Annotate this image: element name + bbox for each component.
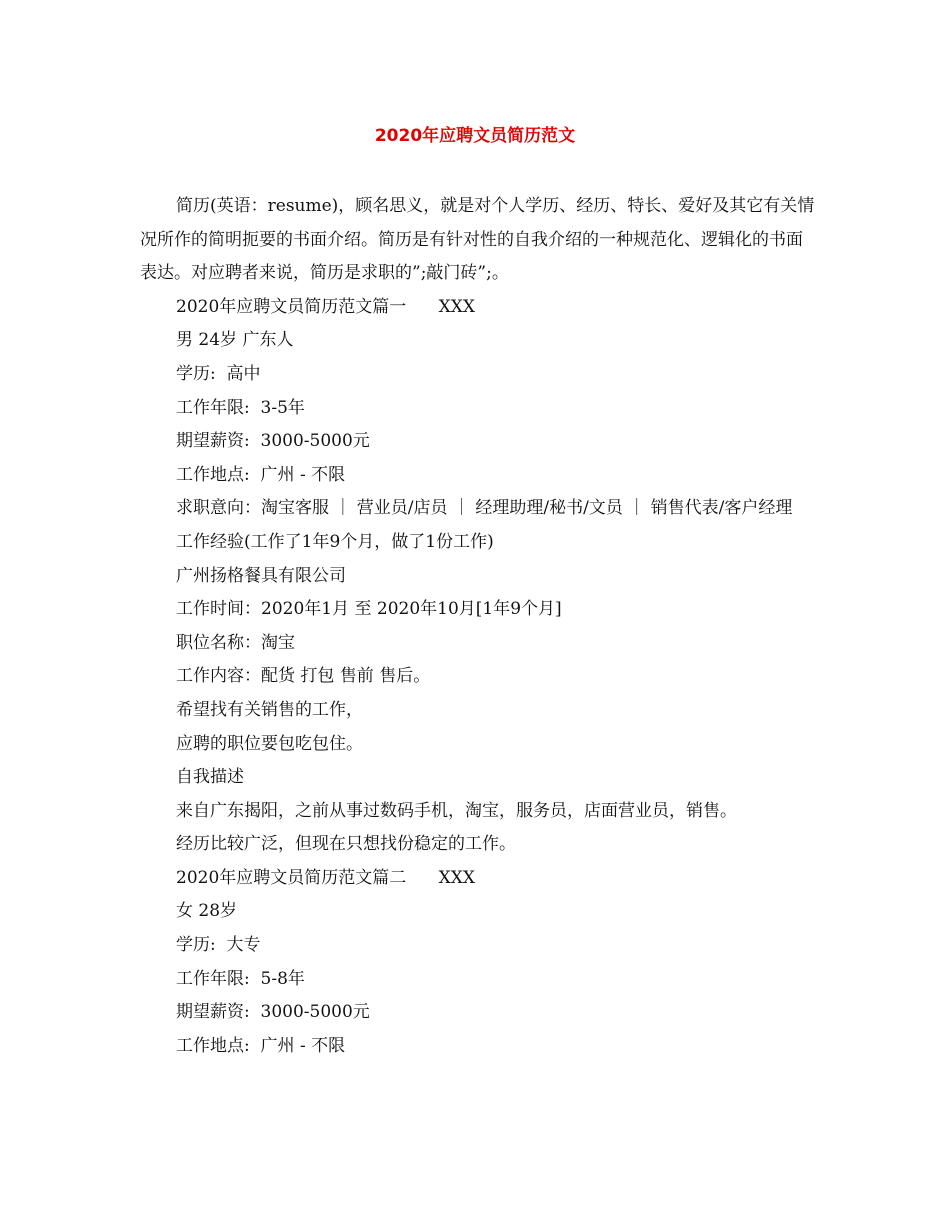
resume-line: 学历: 高中 [176, 363, 261, 384]
resume-line: 期望薪资: 3000-5000元 [176, 431, 370, 452]
resume-line: 女 28岁 [176, 901, 238, 922]
resume-line: 来自广东揭阳，之前从事过数码手机，淘宝，服务员，店面营业员，销售。 [176, 800, 737, 821]
document-title: 2020年应聘文员简历范文 [374, 126, 576, 146]
resume-line: 2020年应聘文员简历范文篇二 XXX [176, 867, 475, 888]
resume-line: 工作内容：配货 打包 售前 售后。 [176, 666, 431, 687]
resume-line: 工作地点: 广州 - 不限 [176, 464, 346, 485]
resume-line: 2020年应聘文员简历范文篇一 XXX [176, 296, 475, 317]
resume-line: 男 24岁 广东人 [176, 330, 294, 351]
resume-line: 职位名称：淘宝 [176, 632, 295, 653]
document-body [140, 190, 816, 1063]
resume-line: 希望找有关销售的工作， [176, 699, 363, 720]
resume-line: 工作年限: 3-5年 [176, 397, 305, 418]
section-heading: 自我描述 [176, 767, 244, 788]
resume-line: 经历比较广泛，但现在只想找份稳定的工作。 [176, 834, 516, 855]
resume-line: 工作年限: 5-8年 [176, 968, 305, 989]
resume-line: 应聘的职位要包吃包住。 [176, 733, 363, 754]
job-intention: 求职意向：淘宝客服 ｜ 营业员/店员 ｜ 经理助理/秘书/文员 ｜ 销售代表/客户经理 [176, 498, 793, 519]
resume-line: 期望薪资: 3000-5000元 [176, 1002, 370, 1023]
resume-line: 学历: 大专 [176, 935, 261, 956]
resume-line: 工作经验(工作了1年9个月，做了1份工作) [176, 531, 494, 552]
resume-line: 广州扬格餐具有限公司 [176, 565, 346, 586]
resume-line: 工作地点: 广州 - 不限 [176, 1035, 346, 1056]
resume-line: 工作时间：2020年1月 至 2020年10月[1年9个月] [176, 599, 562, 620]
intro-paragraph: 简历(英语：resume)，顾名思义，就是对个人学历、经历、特长、爱好及其它有关情况所作的简明扼要的书面介绍。简历是有针对性的自我介绍的一种规范化、逻辑化的书面表达。对应聘者来说，简历是求职的”;敲门砖”;。 [140, 196, 815, 284]
